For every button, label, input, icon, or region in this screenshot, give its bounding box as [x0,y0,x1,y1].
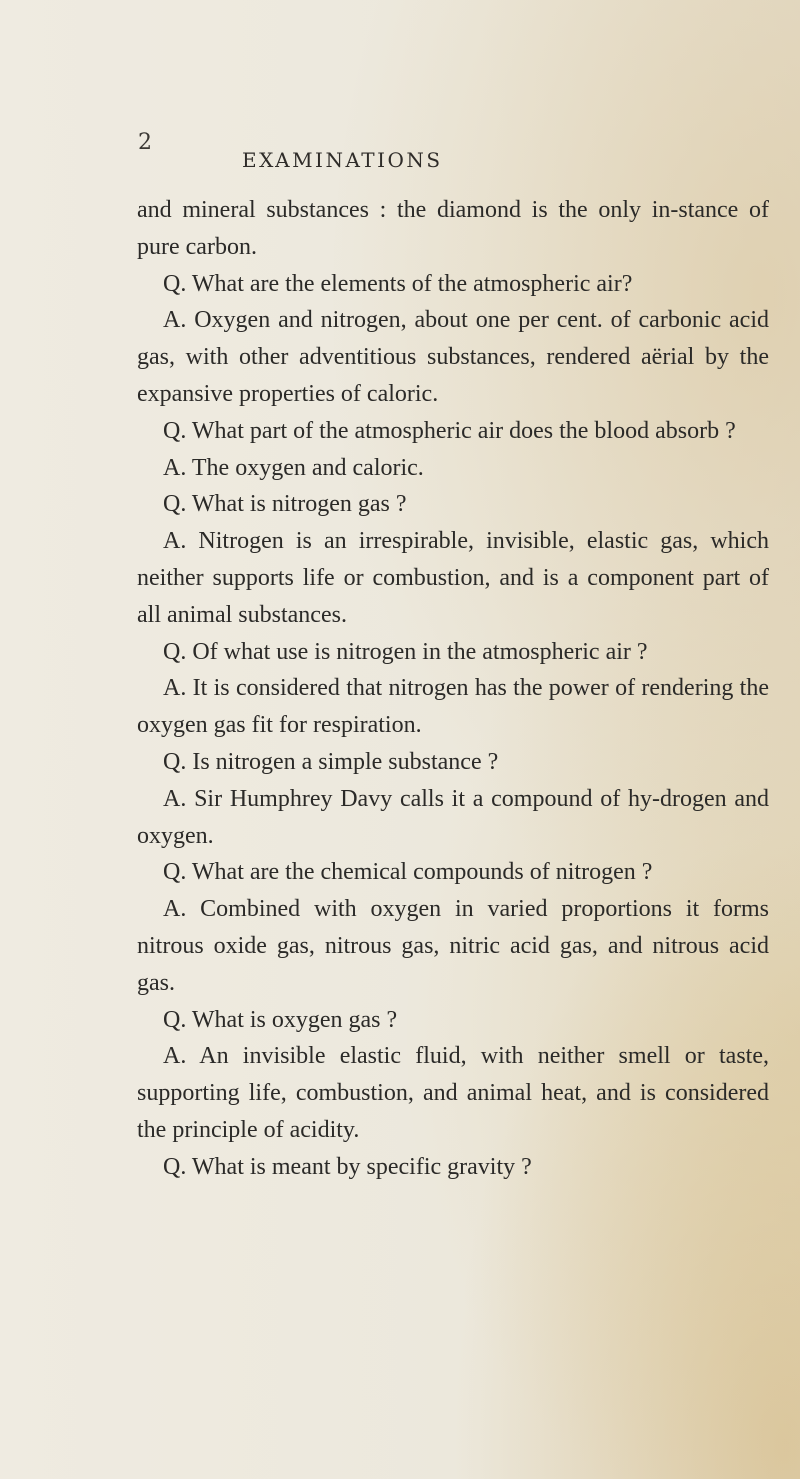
answer-nitrogen-simple: A. Sir Humphrey Davy calls it a compound of hy-drogen and oxygen. [137,785,769,849]
answer-nitrogen-compounds: A. Combined with oxygen in varied proportions it forms nitrous oxide gas, nitrous gas, nitric acid gas, and nitrous acid gas. [137,896,769,996]
question-atmospheric-elements: Q. What are the elements of the atmospheric air? [163,270,633,297]
question-oxygen-gas: Q. What is oxygen gas ? [163,1006,398,1033]
question-nitrogen-gas: Q. What is nitrogen gas ? [163,491,407,518]
answer-nitrogen-gas: A. Nitrogen is an irrespirable, invisible, elastic gas, which neither supports life or combustion, and is a component part of all animal substances. [137,528,769,628]
running-title: EXAMINATIONS [242,148,443,172]
answer-oxygen-gas: A. An invisible elastic fluid, with neither smell or taste, supporting life, combustion, and animal heat, and is considered the principle of acidity. [137,1043,769,1143]
question-specific-gravity: Q. What is meant by specific gravity ? [163,1153,532,1180]
page-number: 2 [138,130,152,155]
question-nitrogen-use: Q. Of what use is nitrogen in the atmospheric air ? [163,638,648,665]
paragraph-continuation: and mineral substances : the diamond is the only in-stance of pure carbon. [137,197,769,260]
answer-blood-absorb: A. The oxygen and caloric. [163,454,424,481]
question-nitrogen-simple: Q. Is nitrogen a simple substance ? [163,748,499,775]
text-body [137,192,769,1186]
running-head [0,130,800,178]
answer-atmospheric-elements: A. Oxygen and nitrogen, about one per cent. of carbonic acid gas, with other adventitious substances, rendered aërial by the expansive properties of caloric. [137,307,769,407]
question-blood-absorb: Q. What part of the atmospheric air does the blood absorb ? [163,417,736,444]
answer-nitrogen-use: A. It is considered that nitrogen has the power of rendering the oxygen gas fit for respiration. [137,675,769,739]
question-nitrogen-compounds: Q. What are the chemical compounds of nitrogen ? [163,859,653,886]
